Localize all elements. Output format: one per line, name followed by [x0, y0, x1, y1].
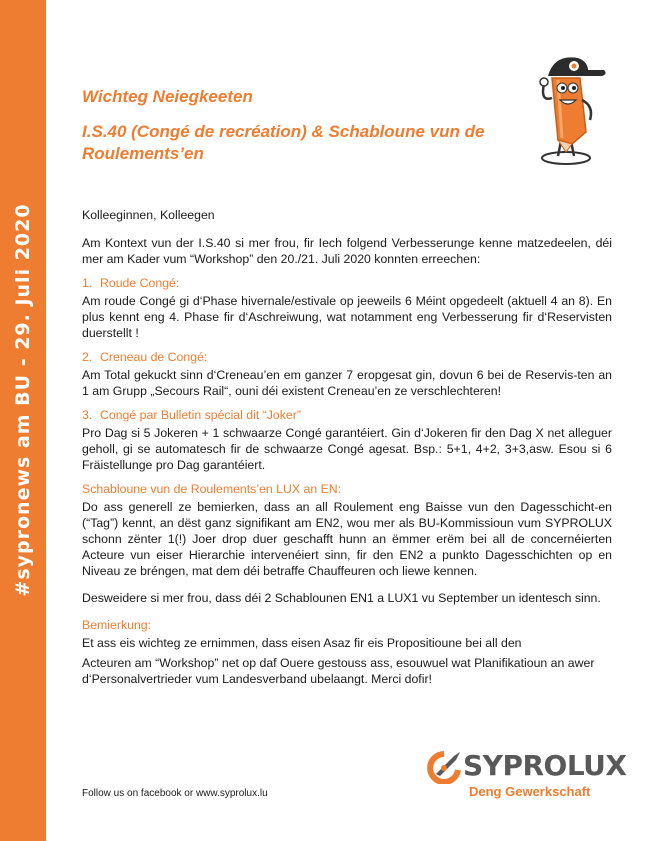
schabloune-heading: Schabloune vun de Roulements’en LUX an EN: [82, 482, 342, 496]
footer-follow-text: Follow us on facebook or www.syprolux.lu [82, 788, 268, 799]
page-title: I.S.40 (Congé de recréation) & Schabloune vun de Roulements’en [82, 122, 485, 163]
item-heading-joker: 3. Congé par Bulletin spécial dit “Joker” [82, 408, 301, 422]
syprolux-logo-icon [424, 750, 464, 784]
item-heading-creneau: 2. Creneau de Congé: [82, 350, 208, 364]
item-heading-roude-conge: 1. Roude Congé: [82, 276, 180, 290]
bemierkung-line-2: Acteuren am “Workshop” net op daf Ouere gestouss ass, esouwuel wat Planifikatioun an awer d‘Personalvertrieder vum Landesverband ubelaangt. Merci dofir! [82, 656, 595, 686]
pencil-mascot-icon [528, 40, 624, 170]
schabloune-paragraph-1: Do ass generell ze bemierken, dass an all Roulement eng Baisse vun den Dagesschicht-en (“Tag”) kennt, an dëst ganz signifikant am EN2, wou mer als BU-Kommissioun vum SYPROLUX schonn zënter 1(!) Joer drop duer geschafft hunn an ëmmer erëm bei all de concernéierten Acteure vun eiser Hierarchie intervenéiert sinn, fir den EN2 a punkto Dagesschichten op en Niveau ze bréngen, mat dem déi betraffe Chauffeuren och liewe kennen. [82, 500, 612, 578]
item-text-roude-conge: Am roude Congé gi d‘Phase hivernale/estivale op jeeweils 6 Méint opgedeelt (aktuell 4 an 8). En plus kennt eng 4. Phase fir d‘Aschreiwung, wat notamment eng Verbesserung fir d‘Reservisten duerstellt ! [82, 294, 612, 340]
bemierkung-line-1: Et ass eis wichteg ze ernimmen, dass eisen Asaz fir eis Propositioune bei all den [82, 636, 522, 650]
section-kicker: Wichteg Neiegkeeten [82, 87, 253, 106]
logo-tagline: Deng Gewerkschaft [469, 784, 591, 799]
bemierkung-heading: Bemierkung: [82, 618, 152, 632]
item-text-creneau: Am Total gekuckt sinn d‘Creneau’en em ganzer 7 eropgesat gin, dovun 6 bei de Reservis-ten an 1 am Grupp „Secours Rail“, ouni déi existent Creneau’en ze verschlechteren! [82, 368, 612, 398]
sidebar-band [0, 0, 46, 841]
schabloune-paragraph-2: Desweidere si mer frou, dass déi 2 Schablounen EN1 a LUX1 vu September un identesch sinn. [82, 591, 601, 605]
syprolux-logo [420, 747, 627, 807]
intro-paragraph: Am Kontext vun der I.S.40 si mer frou, fir Iech folgend Verbesserunge kenne matzedeelen, déi mer am Kader vum “Workshop” den 20./21. Juli 2020 konnten erreechen: [82, 236, 612, 266]
greeting: Kolleeginnen, Kolleegen [82, 208, 215, 222]
letter-body [82, 207, 612, 687]
logo-name: SYPROLUX [463, 749, 627, 782]
sidebar-title: #sypronews am BU - 29. Juli 2020 [12, 203, 34, 597]
item-text-joker: Pro Dag si 5 Jokeren + 1 schwaarze Congé garantéiert. Gin d‘Jokeren fir den Dag X net alleguer geholl, gi se automatesch fir de schwaarze Congé agesat. Bsp.: 5+1, 4+2, 3+3,asw. Esou si 6 Fräistellunge pro Dag garantéiert. [82, 426, 612, 472]
